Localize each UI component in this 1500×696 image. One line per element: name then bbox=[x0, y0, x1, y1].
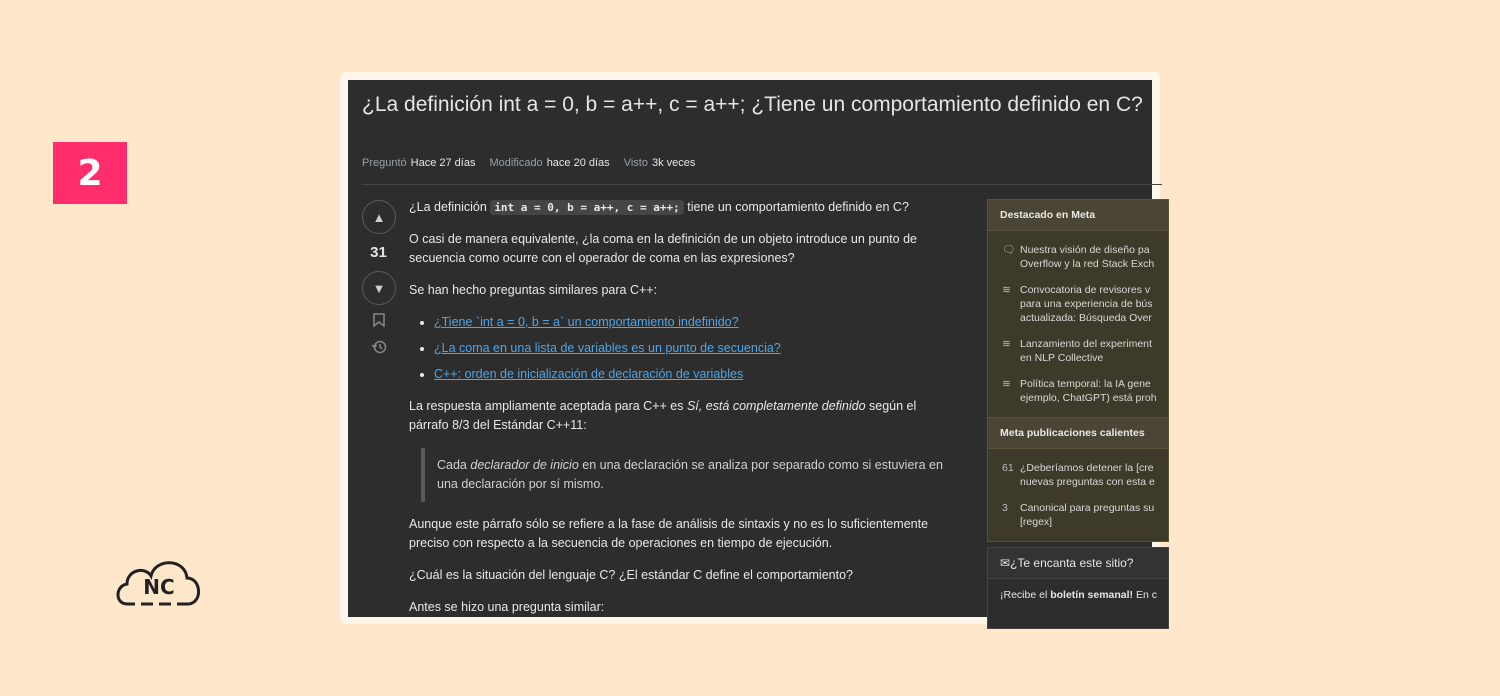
paragraph: ¿Cuál es la situación del lenguaje C? ¿El estándar C define el comportamiento? bbox=[409, 568, 853, 582]
paragraph: Aunque este párrafo sólo se refiere a la fase de análisis de sintaxis y no es lo suficientemente preciso con respecto a la secuencia de operaciones en tiempo de ejecución. bbox=[409, 517, 929, 550]
paragraph: La respuesta ampliamente aceptada para C++ es Sí, está completamente definido según el párrafo 8/3 del Estándar C++11: bbox=[409, 399, 917, 432]
upvote-button[interactable] bbox=[362, 200, 396, 234]
related-question-link[interactable]: ¿La coma en una lista de variables es un punto de secuencia? bbox=[434, 341, 781, 355]
question-title[interactable]: ¿La definición int a = 0, b = a++, c = a++; ¿Tiene un comportamiento definido en C? bbox=[362, 93, 1143, 116]
newsletter-box bbox=[987, 547, 1169, 629]
featured-meta-sidebar bbox=[987, 199, 1169, 542]
list-item bbox=[434, 365, 957, 384]
viewed-meta: Visto 3k veces bbox=[623, 157, 696, 169]
divider bbox=[362, 184, 1162, 185]
vote-count: 31 bbox=[370, 244, 387, 261]
arrow-up-icon: ▲ bbox=[372, 209, 386, 225]
history-icon[interactable] bbox=[362, 340, 395, 359]
stackoverflow-screenshot bbox=[348, 80, 1157, 617]
paragraph: Antes se hizo una pregunta similar: bbox=[409, 600, 605, 614]
bookmark-icon[interactable] bbox=[362, 313, 395, 332]
step-number-badge: 2 bbox=[53, 142, 127, 204]
blockquote: Cada declarador de inicio en una declaración se analiza por separado como si estuviera en una declaración por sí mismo. bbox=[421, 448, 957, 502]
related-question-link[interactable]: ¿Tiene `int a = 0, b = a` un comportamiento indefinido? bbox=[434, 315, 739, 329]
vote-cell bbox=[362, 200, 395, 359]
downvote-button[interactable] bbox=[362, 271, 396, 305]
arrow-down-icon: ▼ bbox=[372, 280, 386, 296]
featured-item[interactable]: ≋ Convocatoria de revisores v para una experiencia de bús actualizada: Búsqueda Over bbox=[1002, 284, 1153, 324]
newsletter-text: ¡Recibe el boletín semanal! En c bbox=[1000, 589, 1157, 601]
question-body bbox=[409, 198, 957, 630]
answer-count: 3 bbox=[1002, 502, 1008, 514]
inline-code: int a = 0, b = a++, c = a++; bbox=[490, 200, 683, 215]
hot-item[interactable]: 3 Canonical para preguntas su [regex] bbox=[1002, 502, 1155, 528]
speech-bubble-icon: 🗨 bbox=[1002, 244, 1016, 256]
answer-count: 61 bbox=[1002, 462, 1014, 474]
hot-item[interactable]: 61 ¿Deberíamos detener la [cre nuevas preguntas con esta e bbox=[1002, 462, 1155, 488]
question-meta bbox=[362, 157, 695, 169]
stack-icon: ≋ bbox=[1002, 284, 1011, 296]
stack-icon: ≋ bbox=[1002, 378, 1011, 390]
nc-logo-text: NC bbox=[143, 575, 175, 599]
list-item bbox=[434, 313, 957, 332]
newsletter-link[interactable]: boletín semanal! bbox=[1050, 589, 1134, 601]
list-item bbox=[434, 339, 957, 358]
asked-meta: Preguntó Hace 27 días bbox=[362, 157, 476, 169]
featured-meta-title: Destacado en Meta bbox=[988, 200, 1168, 231]
paragraph: Se han hecho preguntas similares para C++: bbox=[409, 283, 658, 297]
paragraph: O casi de manera equivalente, ¿la coma en la definición de un objeto introduce un punto de secuencia como ocurre con el operador de coma en las expresiones? bbox=[409, 232, 917, 265]
featured-item[interactable]: 🗨 Nuestra visión de diseño pa Overflow y la red Stack Exch bbox=[1002, 244, 1155, 270]
envelope-icon: ✉ bbox=[1000, 556, 1011, 570]
nc-cloud-logo bbox=[113, 548, 205, 612]
related-question-link[interactable]: C++: orden de inicialización de declaración de variables bbox=[434, 367, 744, 381]
stack-icon: ≋ bbox=[1002, 338, 1011, 350]
hot-meta-title: Meta publicaciones calientes bbox=[988, 417, 1168, 449]
featured-item[interactable]: ≋ Lanzamiento del experiment en NLP Collective bbox=[1002, 338, 1152, 364]
modified-meta: Modificado hace 20 días bbox=[489, 157, 610, 169]
featured-item[interactable]: ≋ Política temporal: la IA gene ejemplo, ChatGPT) está proh bbox=[1002, 378, 1157, 404]
paragraph: ¿La definición int a = 0, b = a++, c = a++; tiene un comportamiento definido en C? bbox=[409, 200, 909, 214]
newsletter-title: ✉¿Te encanta este sitio? bbox=[988, 548, 1168, 579]
related-links-list bbox=[409, 313, 957, 384]
